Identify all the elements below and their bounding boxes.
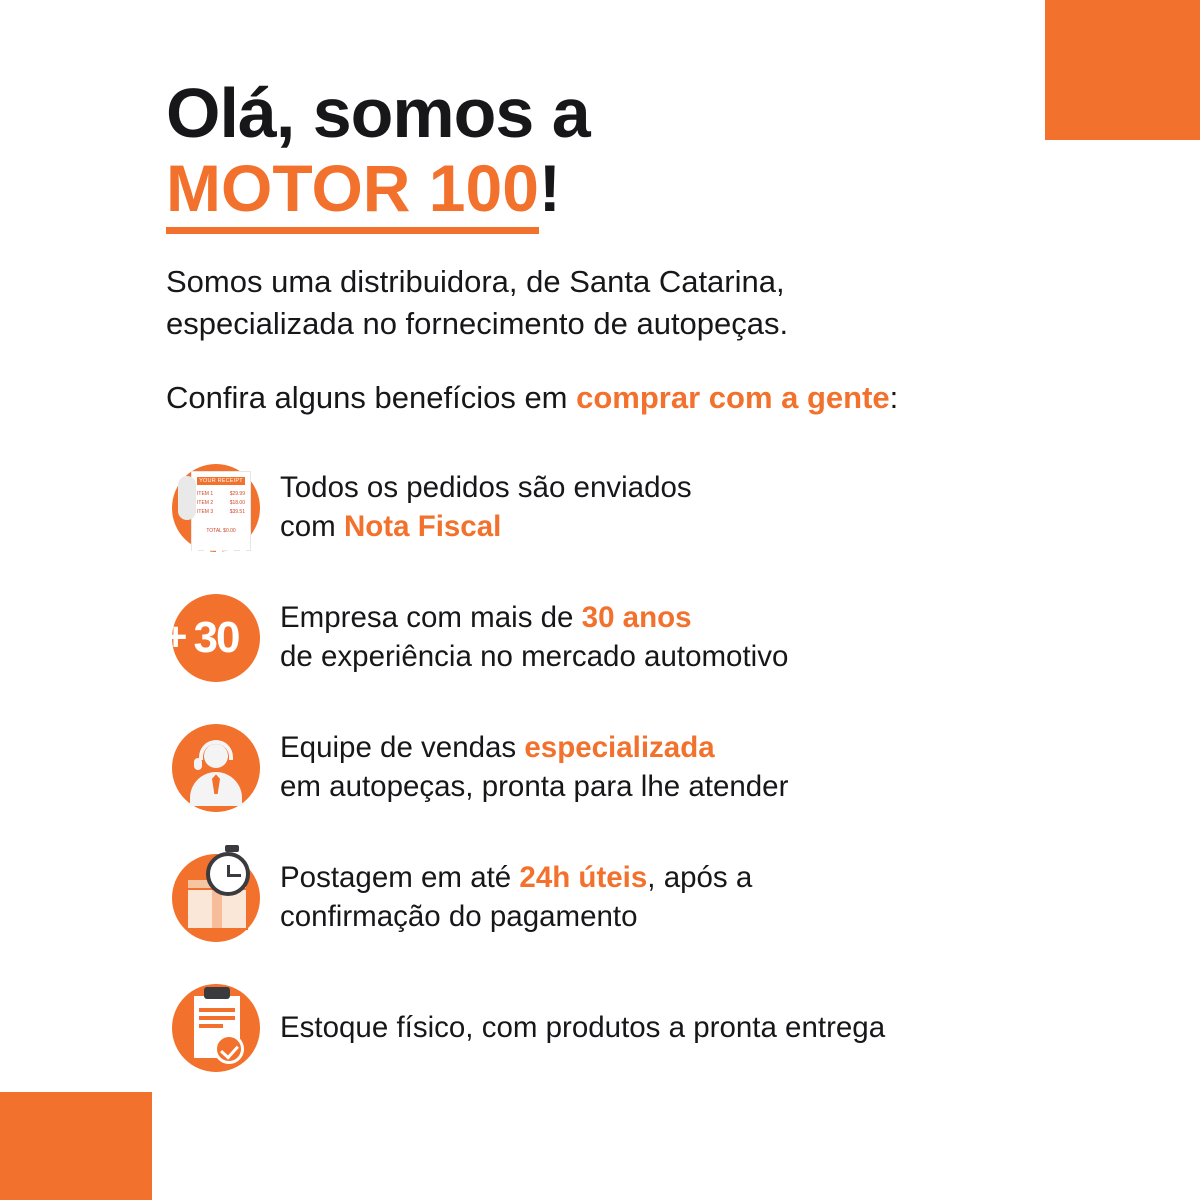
receipt-row-value: $29.99 — [229, 491, 245, 498]
clipboard-check-icon — [166, 978, 266, 1078]
benefits-lead-suffix: : — [889, 380, 899, 416]
benefits-lead — [166, 380, 1126, 416]
receipt-row-label: ITEM 3 — [197, 509, 214, 516]
intro-line-1: Somos uma distribuidora, de Santa Catarina, — [166, 263, 785, 299]
benefit-line-1-text: Todos os pedidos são enviados — [280, 471, 692, 505]
thirty-years-icon — [166, 588, 266, 688]
benefit-line-2-text: de experiência no mercado automotivo — [280, 640, 789, 674]
list-item — [166, 588, 1126, 688]
benefit-line-1 — [280, 1009, 885, 1048]
thirty-years-badge — [166, 588, 266, 688]
brand-name: MOTOR 100 — [166, 151, 539, 234]
list-item — [166, 718, 1126, 818]
stopwatch-hand-hour — [228, 874, 241, 877]
clipboard-clamp-shape — [204, 987, 230, 999]
benefit-text — [280, 859, 752, 937]
benefit-line-2-text: em autopeças, pronta para lhe atender — [280, 770, 789, 804]
benefit-text — [280, 469, 692, 547]
intro-paragraph — [166, 261, 1126, 345]
decorative-square-bottom-left — [0, 1092, 152, 1200]
benefit-line-1 — [280, 859, 752, 898]
benefit-line-1 — [280, 599, 788, 638]
benefit-line-1 — [280, 469, 692, 508]
benefit-line-2 — [280, 638, 788, 677]
benefit-line-1-prefix: Empresa com mais de — [280, 601, 582, 635]
receipt-paper — [192, 472, 250, 550]
receipt-row-label: ITEM 1 — [197, 491, 214, 498]
headline-line-2 — [166, 151, 1126, 226]
poster-content — [164, 74, 1126, 1108]
badge-plus-sign: + — [164, 615, 188, 660]
benefit-line-2 — [280, 508, 692, 547]
sales-agent-icon — [166, 718, 266, 818]
package-stopwatch-icon — [166, 848, 266, 948]
benefits-lead-prefix: Confira alguns benefícios em — [166, 380, 577, 416]
receipt-icon — [166, 458, 266, 558]
benefit-line-1-suffix: , após a — [647, 861, 753, 895]
benefit-text — [280, 1009, 885, 1048]
receipt-header: YOUR RECEIPT — [197, 477, 245, 485]
badge-number: 30 — [193, 613, 239, 663]
benefits-lead-highlight: comprar com a gente — [576, 380, 890, 416]
intro-line-2: especializada no fornecimento de autopeças. — [166, 305, 789, 341]
package-tape-shape — [212, 890, 222, 930]
clipboard-line — [199, 1008, 235, 1012]
benefit-line-1-prefix: Postagem em até — [280, 861, 520, 895]
list-item — [166, 458, 1126, 558]
receipt-row — [197, 501, 245, 506]
receipt-row-value: $18.00 — [229, 500, 245, 507]
benefit-line-1-highlight: 24h úteis — [519, 861, 648, 895]
page-title — [166, 74, 1126, 226]
benefit-line-2 — [280, 768, 788, 807]
benefit-line-1-highlight: 30 anos — [581, 601, 692, 635]
benefit-line-1 — [280, 729, 788, 768]
headline-line-1: Olá, somos a — [166, 74, 590, 152]
list-item — [166, 848, 1126, 948]
benefit-text — [280, 599, 788, 677]
receipt-row-label: ITEM 2 — [197, 500, 214, 507]
headset-mic-shape — [194, 758, 202, 770]
benefit-line-1-highlight: especializada — [524, 731, 715, 765]
headline-exclamation: ! — [538, 151, 561, 226]
benefit-line-2 — [280, 898, 752, 937]
benefit-line-2-highlight: Nota Fiscal — [343, 510, 502, 544]
benefits-list — [166, 458, 1126, 1078]
benefit-line-1-prefix: Equipe de vendas — [280, 731, 525, 765]
clipboard-line — [199, 1016, 235, 1020]
receipt-row — [197, 492, 245, 497]
benefit-text — [280, 729, 788, 807]
receipt-row-value: $39.51 — [229, 509, 245, 516]
receipt-clip-shape — [178, 476, 196, 520]
receipt-total: TOTAL $0.00 — [206, 528, 236, 535]
list-item — [166, 978, 1126, 1078]
receipt-row — [197, 510, 245, 515]
benefit-line-2-text: confirmação do pagamento — [280, 900, 638, 934]
benefit-line-1-text: Estoque físico, com produtos a pronta entrega — [280, 1010, 886, 1044]
clipboard-line — [199, 1024, 223, 1028]
benefit-line-2-prefix: com — [280, 510, 344, 544]
